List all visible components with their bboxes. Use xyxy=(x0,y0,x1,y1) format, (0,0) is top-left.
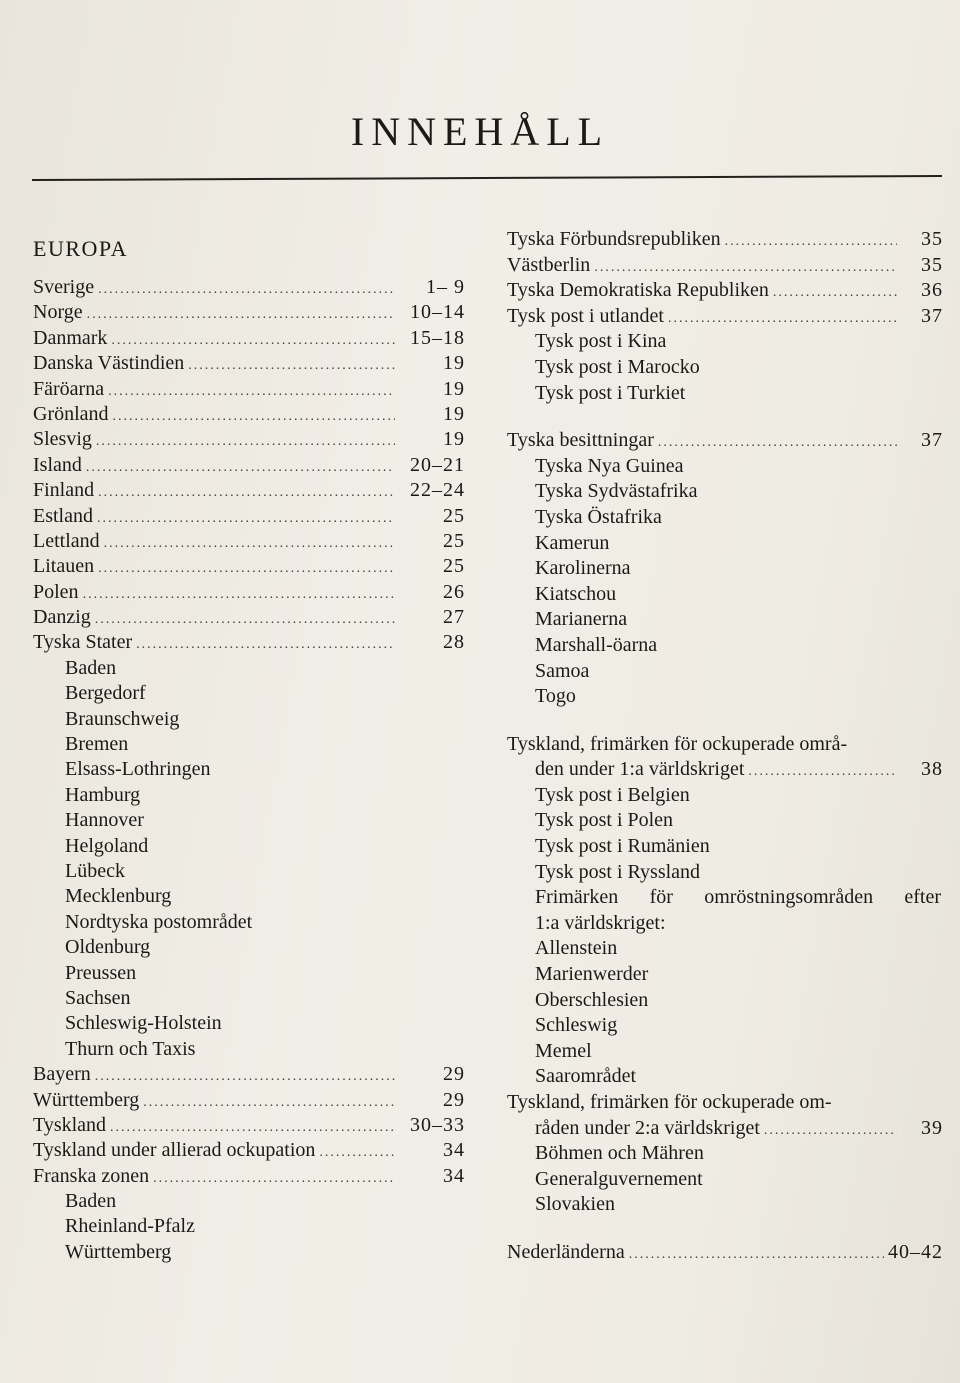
toc-entry xyxy=(33,1062,465,1087)
toc-entry-label: Tysk post i Marocko xyxy=(535,355,700,378)
toc-subentry xyxy=(507,633,943,659)
toc-page-number: 1– 9 xyxy=(426,276,465,298)
toc-entry-label: Samoa xyxy=(535,659,590,682)
toc-entry-label: Allenstein xyxy=(535,937,618,960)
toc-leader-dots xyxy=(764,1118,897,1144)
toc-leader-dots xyxy=(136,632,395,657)
toc-entry xyxy=(507,253,943,279)
toc-entry-label: Tyska Nya Guinea xyxy=(535,454,684,477)
toc-entry-label: Württemberg xyxy=(65,1240,172,1263)
toc-entry-label: Karolinerna xyxy=(535,557,631,580)
toc-entry xyxy=(33,326,465,351)
toc-entry-label: Färöarna xyxy=(33,377,105,400)
toc-subentry xyxy=(507,1064,943,1090)
toc-subentry xyxy=(507,1013,943,1039)
toc-page-number: 19 xyxy=(443,352,465,375)
toc-entry-label: Tyskland under allierad ockupation xyxy=(33,1139,316,1162)
toc-leader-dots xyxy=(87,302,395,327)
toc-page-number: 30–33 xyxy=(410,1113,465,1136)
toc-page-number: 25 xyxy=(443,555,465,578)
toc-page-number: 19 xyxy=(443,428,465,451)
toc-entry-label: Memel xyxy=(535,1039,592,1062)
toc-entry xyxy=(507,304,943,330)
toc-entry-label: Saarområdet xyxy=(535,1065,637,1088)
toc-page-number: 29 xyxy=(443,1063,465,1086)
toc-subentry xyxy=(33,834,465,859)
toc-leader-dots xyxy=(86,455,395,480)
toc-subentry xyxy=(507,885,943,911)
toc-entry-label: Island xyxy=(33,453,82,476)
toc-subentry xyxy=(33,656,465,681)
toc-entry-label: Helgoland xyxy=(65,834,149,857)
toc-entry-label: 1:a världskriget: xyxy=(535,911,666,934)
toc-subentry xyxy=(507,355,943,381)
toc-subentry xyxy=(33,1011,465,1036)
toc-leader-dots xyxy=(96,429,395,454)
toc-leader-dots xyxy=(143,1090,395,1115)
toc-leader-dots xyxy=(111,328,395,353)
toc-subentry xyxy=(507,936,943,962)
toc-entry-label: Nordtyska postområdet xyxy=(65,910,253,933)
toc-entry-label: Oberschlesien xyxy=(535,988,649,1011)
toc-leader-dots xyxy=(98,277,395,302)
toc-subentry xyxy=(33,859,465,884)
toc-left-column xyxy=(33,275,465,1265)
toc-entry-label: Marienwerder xyxy=(535,963,649,986)
toc-entry xyxy=(507,278,943,304)
toc-subentry xyxy=(507,454,943,480)
toc-entry-label: Grönland xyxy=(33,402,109,425)
toc-page-number: 19 xyxy=(443,377,465,400)
toc-entry-label: Schleswig-Holstein xyxy=(65,1012,222,1035)
toc-entry-label: Braunschweig xyxy=(65,707,180,730)
toc-leader-dots xyxy=(153,1166,395,1191)
toc-entry-label: Oldenburg xyxy=(65,936,151,959)
toc-entry-label: Danska Västindien xyxy=(33,352,185,375)
toc-subentry xyxy=(507,808,943,834)
toc-entry-label: Tyska besittningar xyxy=(507,429,654,452)
toc-subentry xyxy=(507,582,943,608)
toc-entry-label: Tyskland xyxy=(33,1113,107,1136)
toc-entry-label: Rheinland-Pfalz xyxy=(65,1215,195,1238)
toc-entry xyxy=(33,275,465,300)
toc-page-number: 19 xyxy=(443,402,465,425)
toc-entry-label: Lettland xyxy=(33,529,100,552)
toc-leader-dots xyxy=(95,1064,395,1089)
toc-page-number: 35 xyxy=(921,228,943,250)
toc-entry xyxy=(33,300,465,325)
toc-entry-label: Baden xyxy=(65,1190,117,1213)
toc-entry xyxy=(33,402,465,427)
toc-entry-label: Tysk post i Polen xyxy=(535,809,674,832)
toc-entry-label: Tysk post i utlandet xyxy=(507,304,664,327)
toc-leader-dots xyxy=(725,229,897,255)
toc-leader-dots xyxy=(83,582,395,607)
toc-entry-label: Elsass-Lothringen xyxy=(65,758,211,781)
page-title: INNEHÅLL xyxy=(350,109,610,154)
toc-entry-label: Bayern xyxy=(33,1063,91,1086)
toc-gap xyxy=(507,710,943,732)
toc-entry-label: Mecklenburg xyxy=(65,885,172,908)
toc-entry-label: Lübeck xyxy=(65,859,125,882)
toc-entry-label: Hamburg xyxy=(65,783,141,806)
toc-leader-dots xyxy=(668,306,897,332)
toc-entry-label: Bergedorf xyxy=(65,682,146,705)
toc-page-number: 36 xyxy=(921,279,943,302)
toc-entry xyxy=(33,478,465,503)
toc-leader-dots xyxy=(658,430,897,456)
toc-entry-label: Tyska Demokratiska Republiken xyxy=(507,279,769,302)
toc-subentry xyxy=(507,607,943,633)
toc-entry xyxy=(33,1113,465,1138)
toc-entry-label: Estland xyxy=(33,504,93,527)
toc-entry-label: Tyska Stater xyxy=(33,631,133,654)
toc-entry-label: Norge xyxy=(33,301,83,324)
title-rule xyxy=(32,175,942,181)
toc-leader-dots xyxy=(110,1115,395,1140)
toc-entry-label: Baden xyxy=(65,656,117,679)
toc-entry-label: Danzig xyxy=(33,606,91,629)
toc-entry xyxy=(507,732,943,758)
toc-leader-dots xyxy=(98,480,395,505)
toc-page-number: 25 xyxy=(443,504,465,527)
toc-leader-dots xyxy=(748,759,897,785)
toc-subentry xyxy=(507,757,943,783)
toc-entry-label: Tysk post i Kina xyxy=(535,330,667,353)
toc-subentry xyxy=(33,961,465,986)
toc-page-number: 34 xyxy=(443,1139,465,1162)
toc-page-number: 34 xyxy=(443,1164,465,1187)
toc-subentry xyxy=(507,1167,943,1193)
toc-entry-label: den under 1:a världskriget xyxy=(535,758,745,781)
toc-entry-label: Bremen xyxy=(65,733,129,756)
toc-subentry xyxy=(33,1037,465,1062)
toc-subentry xyxy=(33,707,465,732)
toc-page-number: 29 xyxy=(443,1088,465,1111)
toc-subentry xyxy=(33,757,465,782)
toc-entry-label: Tysk post i Belgien xyxy=(535,783,690,806)
toc-entry xyxy=(33,377,465,402)
toc-entry-label: Slovakien xyxy=(535,1193,615,1216)
toc-subentry xyxy=(507,834,943,860)
toc-entry xyxy=(507,1090,943,1116)
toc-entry-label: Togo xyxy=(535,685,576,708)
toc-subentry xyxy=(33,732,465,757)
toc-page-number: 35 xyxy=(921,253,943,276)
toc-entry-label: Litauen xyxy=(33,555,95,578)
toc-page-number: 37 xyxy=(921,304,943,327)
toc-subentry xyxy=(33,935,465,960)
toc-leader-dots xyxy=(95,607,395,632)
toc-gap xyxy=(507,406,943,428)
toc-entry-label: Schleswig xyxy=(535,1014,618,1037)
toc-subentry xyxy=(33,986,465,1011)
toc-entry-label: Hannover xyxy=(65,809,144,832)
toc-leader-dots xyxy=(773,280,897,306)
toc-subentry xyxy=(33,1240,465,1265)
toc-entry xyxy=(33,580,465,605)
toc-page-number: 27 xyxy=(443,606,465,629)
toc-page-number: 37 xyxy=(921,429,943,452)
toc-entry-label: Sachsen xyxy=(65,986,131,1009)
toc-entry xyxy=(33,427,465,452)
toc-leader-dots xyxy=(319,1140,395,1165)
toc-entry xyxy=(33,504,465,529)
toc-entry xyxy=(507,1240,943,1266)
toc-entry-label: Västberlin xyxy=(507,253,591,276)
toc-subentry xyxy=(507,860,943,886)
toc-subentry xyxy=(507,1116,943,1142)
toc-subentry xyxy=(507,556,943,582)
toc-leader-dots xyxy=(188,353,395,378)
toc-subentry xyxy=(507,329,943,355)
toc-subentry xyxy=(507,988,943,1014)
toc-right-column xyxy=(507,227,943,1266)
toc-entry-label: Slesvig xyxy=(33,428,92,451)
toc-subentry xyxy=(507,783,943,809)
toc-entry xyxy=(33,1088,465,1113)
toc-subentry xyxy=(33,884,465,909)
toc-entry-label: Tysk post i Ryssland xyxy=(535,860,701,883)
toc-entry-label: Preussen xyxy=(65,961,137,984)
toc-leader-dots xyxy=(594,255,897,281)
toc-entry-label: Nederländerna xyxy=(507,1240,625,1263)
toc-page-number: 26 xyxy=(443,580,465,603)
toc-entry-label: Danmark xyxy=(33,326,108,349)
toc-page-number: 10–14 xyxy=(410,301,465,324)
toc-page-number: 25 xyxy=(443,529,465,552)
toc-entry xyxy=(507,227,943,253)
toc-page-number: 20–21 xyxy=(410,453,465,476)
toc-entry-label: Franska zonen xyxy=(33,1164,150,1187)
toc-page-number: 40–42 xyxy=(888,1240,943,1263)
toc-leader-dots xyxy=(98,556,395,581)
toc-page-number: 39 xyxy=(921,1116,943,1139)
toc-entry-label: Tyska Förbundsrepubliken xyxy=(507,228,721,250)
toc-entry-label: Frimärken för omröstningsområden efter xyxy=(535,886,941,909)
toc-entry xyxy=(33,1138,465,1163)
toc-entry-label: Tyska Östafrika xyxy=(535,505,662,528)
toc-entry-label: Generalguvernement xyxy=(535,1167,703,1190)
toc-subentry xyxy=(33,681,465,706)
toc-entry xyxy=(33,453,465,478)
toc-subentry xyxy=(507,531,943,557)
toc-subentry xyxy=(507,381,943,407)
toc-subentry xyxy=(33,808,465,833)
toc-subentry xyxy=(507,659,943,685)
toc-leader-dots xyxy=(104,531,395,556)
toc-entry xyxy=(33,605,465,630)
toc-entry-label: Kiatschou xyxy=(535,582,617,605)
toc-subentry xyxy=(507,1141,943,1167)
toc-entry-label: Marshall-öarna xyxy=(535,633,658,656)
toc-subentry xyxy=(33,783,465,808)
toc-page-number: 15–18 xyxy=(410,326,465,349)
toc-subentry xyxy=(507,684,943,710)
toc-subentry xyxy=(33,1189,465,1214)
toc-entry xyxy=(33,630,465,655)
toc-entry xyxy=(33,554,465,579)
toc-entry xyxy=(33,529,465,554)
toc-subentry xyxy=(507,479,943,505)
toc-entry-label: Tyskland, frimärken för ockuperade om- xyxy=(507,1091,832,1113)
toc-subentry xyxy=(507,505,943,531)
toc-page-number: 22–24 xyxy=(410,479,465,502)
toc-page-number: 28 xyxy=(443,631,465,654)
toc-entry-label: Thurn och Taxis xyxy=(65,1037,196,1060)
toc-entry xyxy=(33,351,465,376)
toc-leader-dots xyxy=(629,1242,884,1268)
toc-entry-label: Tysk post i Rumänien xyxy=(535,835,710,858)
toc-entry xyxy=(507,428,943,454)
toc-entry-label: Marianerna xyxy=(535,608,628,631)
toc-entry-label: Finland xyxy=(33,479,95,502)
toc-entry-label: Polen xyxy=(33,580,79,603)
toc-leader-dots xyxy=(108,379,395,404)
toc-entry-label: Tyska Sydvästafrika xyxy=(535,480,698,503)
toc-subentry xyxy=(33,1214,465,1239)
toc-entry-label: Sverige xyxy=(33,276,95,298)
toc-gap xyxy=(507,1218,943,1240)
toc-leader-dots xyxy=(97,506,395,531)
toc-page-number: 38 xyxy=(921,758,943,781)
toc-subentry xyxy=(33,910,465,935)
toc-entry-label: Württemberg xyxy=(33,1088,140,1111)
toc-subentry xyxy=(507,1039,943,1065)
toc-leader-dots xyxy=(113,404,395,429)
toc-entry xyxy=(33,1164,465,1189)
toc-entry-label: Tyskland, frimärken för ockuperade områ- xyxy=(507,732,848,755)
section-heading-europa: EUROPA xyxy=(33,236,128,261)
toc-subentry xyxy=(507,1192,943,1218)
toc-entry-label: råden under 2:a världskriget xyxy=(535,1116,760,1139)
toc-entry-label: Böhmen och Mähren xyxy=(535,1142,704,1165)
toc-subentry xyxy=(507,911,943,937)
toc-entry-label: Kamerun xyxy=(535,531,610,554)
toc-subentry xyxy=(507,962,943,988)
toc-entry-label: Tysk post i Turkiet xyxy=(535,381,686,404)
